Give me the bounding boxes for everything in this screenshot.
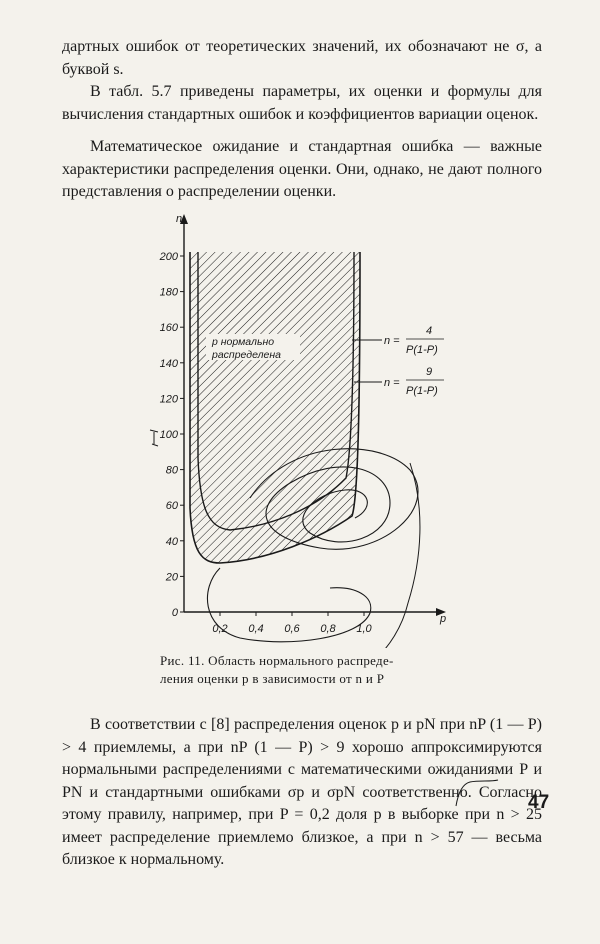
x-tick-label: 0,8 bbox=[320, 623, 336, 635]
formula2-lhs: n = bbox=[384, 377, 400, 389]
pen-mark-bottom bbox=[450, 772, 510, 812]
y-tick-label: 20 bbox=[165, 571, 178, 584]
caption-line-2: ления оценки p в зависимости от n и P bbox=[160, 671, 385, 686]
formula1-lhs: n = bbox=[384, 335, 400, 347]
y-tick-label: 0 bbox=[171, 607, 178, 619]
pen-scribble-right bbox=[376, 463, 420, 648]
paragraph-4: В соответствии с [8] распределения оценок p и pN при nP (1 — P) > 4 приемлемы, а при nP (1 — P) > 9 хорошо аппроксимируются нормальными распределениями с математическими ожиданиями P и PN и стандартными ошибками σp и σpN соответственно. Согласно этому правилу, например, при P = 0,2 доля p в выборке при n > 25 имеет распределение приемлемо близкое, а при n > 57 — весьма близкое к нормальному. bbox=[62, 716, 542, 868]
x-axis-label: p bbox=[440, 613, 447, 625]
y-tick-label: 180 bbox=[159, 286, 178, 299]
normal-distribution-region bbox=[190, 252, 360, 563]
y-tick-label: 80 bbox=[165, 464, 178, 477]
x-tick-label: 0,2 bbox=[212, 623, 228, 635]
formula2-num: 9 bbox=[426, 366, 433, 378]
page-number: 47 bbox=[528, 792, 550, 813]
formula2-den: P(1-P) bbox=[406, 385, 438, 397]
caption-line-1: Рис. 11. Область нормального распреде- bbox=[160, 653, 394, 668]
y-tick-label: 120 bbox=[159, 393, 178, 406]
region-label-2: распределена bbox=[212, 349, 281, 361]
x-tick-label: 0,4 bbox=[248, 623, 264, 635]
formula1-num: 4 bbox=[426, 325, 433, 337]
paragraph-3: Математическое ожидание и стандартная ошибка — важные характеристики распределения оценки. Они, однако, не дают полного представления о распределении оценки. bbox=[62, 138, 542, 200]
x-ticks bbox=[212, 612, 372, 635]
y-tick-label: 100 bbox=[159, 429, 178, 441]
y-ticks bbox=[159, 251, 184, 619]
x-tick-label: 0,6 bbox=[284, 623, 300, 635]
x-tick-label: 1,0 bbox=[356, 623, 372, 635]
figure-caption bbox=[160, 652, 460, 688]
y-tick-label: 60 bbox=[165, 500, 178, 513]
figure-plot bbox=[140, 208, 470, 648]
paragraph-1: дартных ошибок от теоретических значений, их обозначают не σ, а буквой s. bbox=[62, 38, 542, 78]
paragraph-2: В табл. 5.7 приведены параметры, их оценки и формулы для вычисления стандартных ошибок и коэффициентов вариации оценок. bbox=[62, 83, 542, 123]
formula1-den: P(1-P) bbox=[406, 344, 438, 356]
y-tick-label: 40 bbox=[165, 535, 178, 548]
y-axis-label: n bbox=[176, 213, 183, 225]
y-tick-label: 160 bbox=[159, 322, 178, 335]
figure-normal-region bbox=[140, 208, 470, 648]
y-tick-label: 140 bbox=[159, 357, 178, 370]
y-tick-label: 200 bbox=[159, 251, 178, 263]
pen-mark-left bbox=[150, 430, 158, 446]
region-label-1: p нормально bbox=[212, 336, 275, 348]
